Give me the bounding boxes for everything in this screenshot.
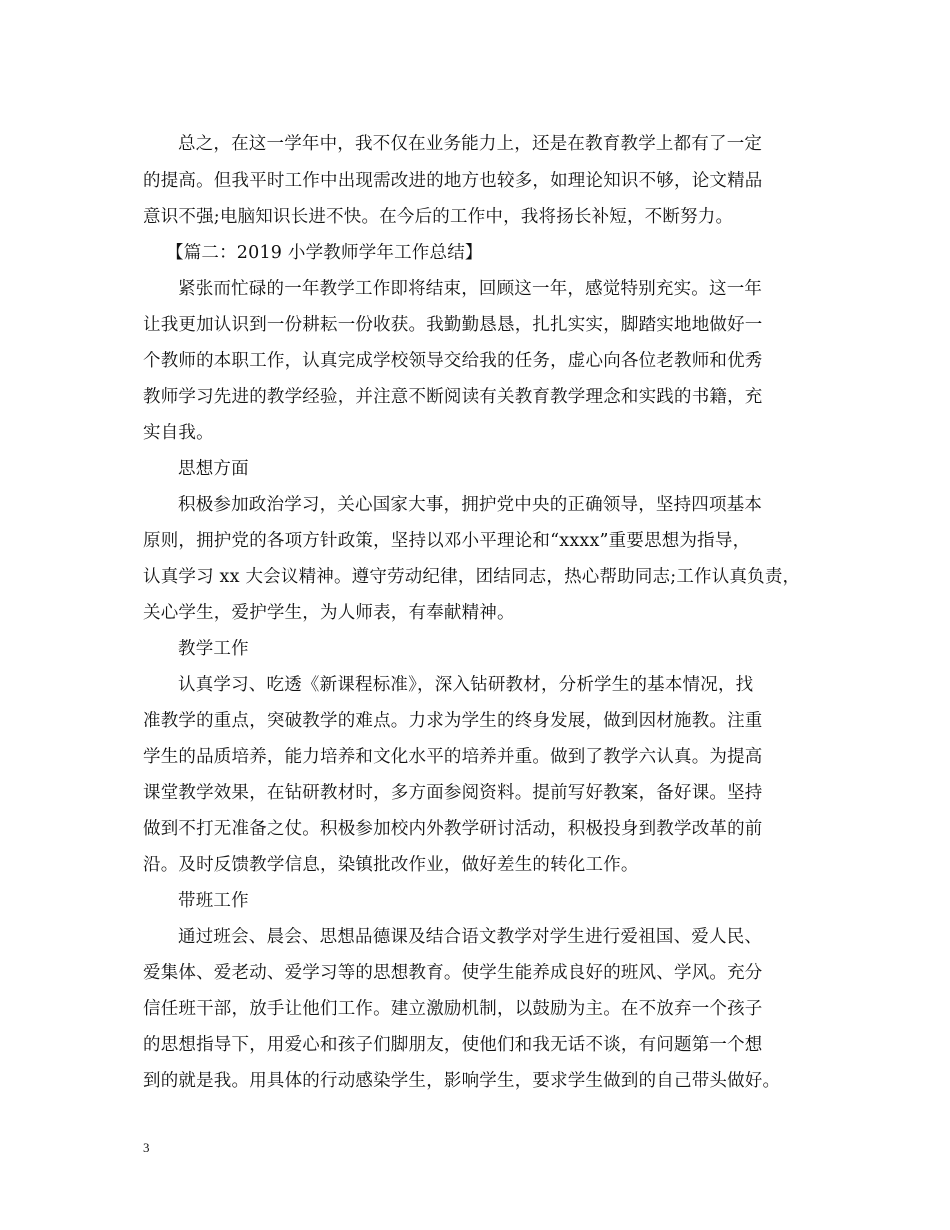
paragraph-line: 让我更加认识到一份耕耘一份收获。我勤勤恳恳，扎扎实实，脚踏实地地做好一 bbox=[143, 315, 763, 335]
paragraph-line: 总之，在这一学年中，我不仅在业务能力上，还是在教育教学上都有了一定 bbox=[178, 134, 763, 154]
paragraph-line: 原则，拥护党的各项方针政策，坚持以邓小平理论和“xxxx”重要思想为指导， bbox=[143, 531, 751, 551]
paragraph-line: 紧张而忙碌的一年教学工作即将结束，回顾这一年，感觉特别充实。这一年 bbox=[178, 279, 763, 299]
subheading: 带班工作 bbox=[178, 891, 249, 911]
paragraph-line: 的思想指导下，用爱心和孩子们脚朋友，使他们和我无话不谈，有问题第一个想 bbox=[143, 1035, 763, 1055]
paragraph-line: 做到不打无准备之仗。积极参加校内外教学研讨活动，积极投身到教学改革的前 bbox=[143, 819, 763, 839]
paragraph-line: 认真学习 xx 大会议精神。遵守劳动纪律，团结同志，热心帮助同志;工作认真负责， bbox=[143, 567, 801, 587]
paragraph-line: 信任班干部，放手让他们工作。建立激励机制，以鼓励为主。在不放弃一个孩子 bbox=[143, 999, 763, 1019]
paragraph-line: 关心学生，爱护学生，为人师表，有奉献精神。 bbox=[143, 603, 515, 623]
paragraph-line: 意识不强;电脑知识长进不快。在今后的工作中，我将扬长补短，不断努力。 bbox=[143, 207, 734, 227]
paragraph-line: 爱集体、爱老动、爱学习等的思想教育。使学生能养成良好的班风、学风。充分 bbox=[143, 963, 763, 983]
paragraph-line: 教师学习先进的教学经验，并注意不断阅读有关教育教学理念和实践的书籍，充 bbox=[143, 387, 763, 407]
paragraph-line: 认真学习、吃透《新课程标准》，深入钻研教材，分析学生的基本情况，找 bbox=[178, 675, 754, 695]
subheading: 教学工作 bbox=[178, 639, 249, 659]
paragraph-line: 到的就是我。用具体的行动感染学生，影响学生，要求学生做到的自己带头做好。 bbox=[143, 1071, 781, 1091]
section-heading: 【篇二：2019 小学教师学年工作总结】 bbox=[166, 243, 483, 263]
paragraph-line: 的提高。但我平时工作中出现需改进的地方也较多，如理论知识不够，论文精品 bbox=[143, 171, 763, 191]
paragraph-line: 沿。及时反馈教学信息，染镇批改作业，做好差生的转化工作。 bbox=[143, 855, 639, 875]
paragraph-line: 学生的品质培养，能力培养和文化水平的培养并重。做到了教学六认真。为提高 bbox=[143, 747, 763, 767]
subheading: 思想方面 bbox=[178, 459, 249, 479]
paragraph-line: 实自我。 bbox=[143, 423, 214, 443]
paragraph-line: 个教师的本职工作，认真完成学校领导交给我的任务，虚心向各位老教师和优秀 bbox=[143, 351, 763, 371]
paragraph-line: 积极参加政治学习，关心国家大事，拥护党中央的正确领导，坚持四项基本 bbox=[178, 495, 763, 515]
paragraph-line: 通过班会、晨会、思想品德课及结合语文教学对学生进行爱祖国、爱人民、 bbox=[178, 927, 763, 947]
paragraph-line: 准教学的重点，突破教学的难点。力求为学生的终身发展，做到因材施教。注重 bbox=[143, 711, 763, 731]
paragraph-line: 课堂教学效果，在钻研教材时，多方面参阅资料。提前写好教案，备好课。坚持 bbox=[143, 783, 763, 803]
page-number: 3 bbox=[143, 1140, 150, 1155]
